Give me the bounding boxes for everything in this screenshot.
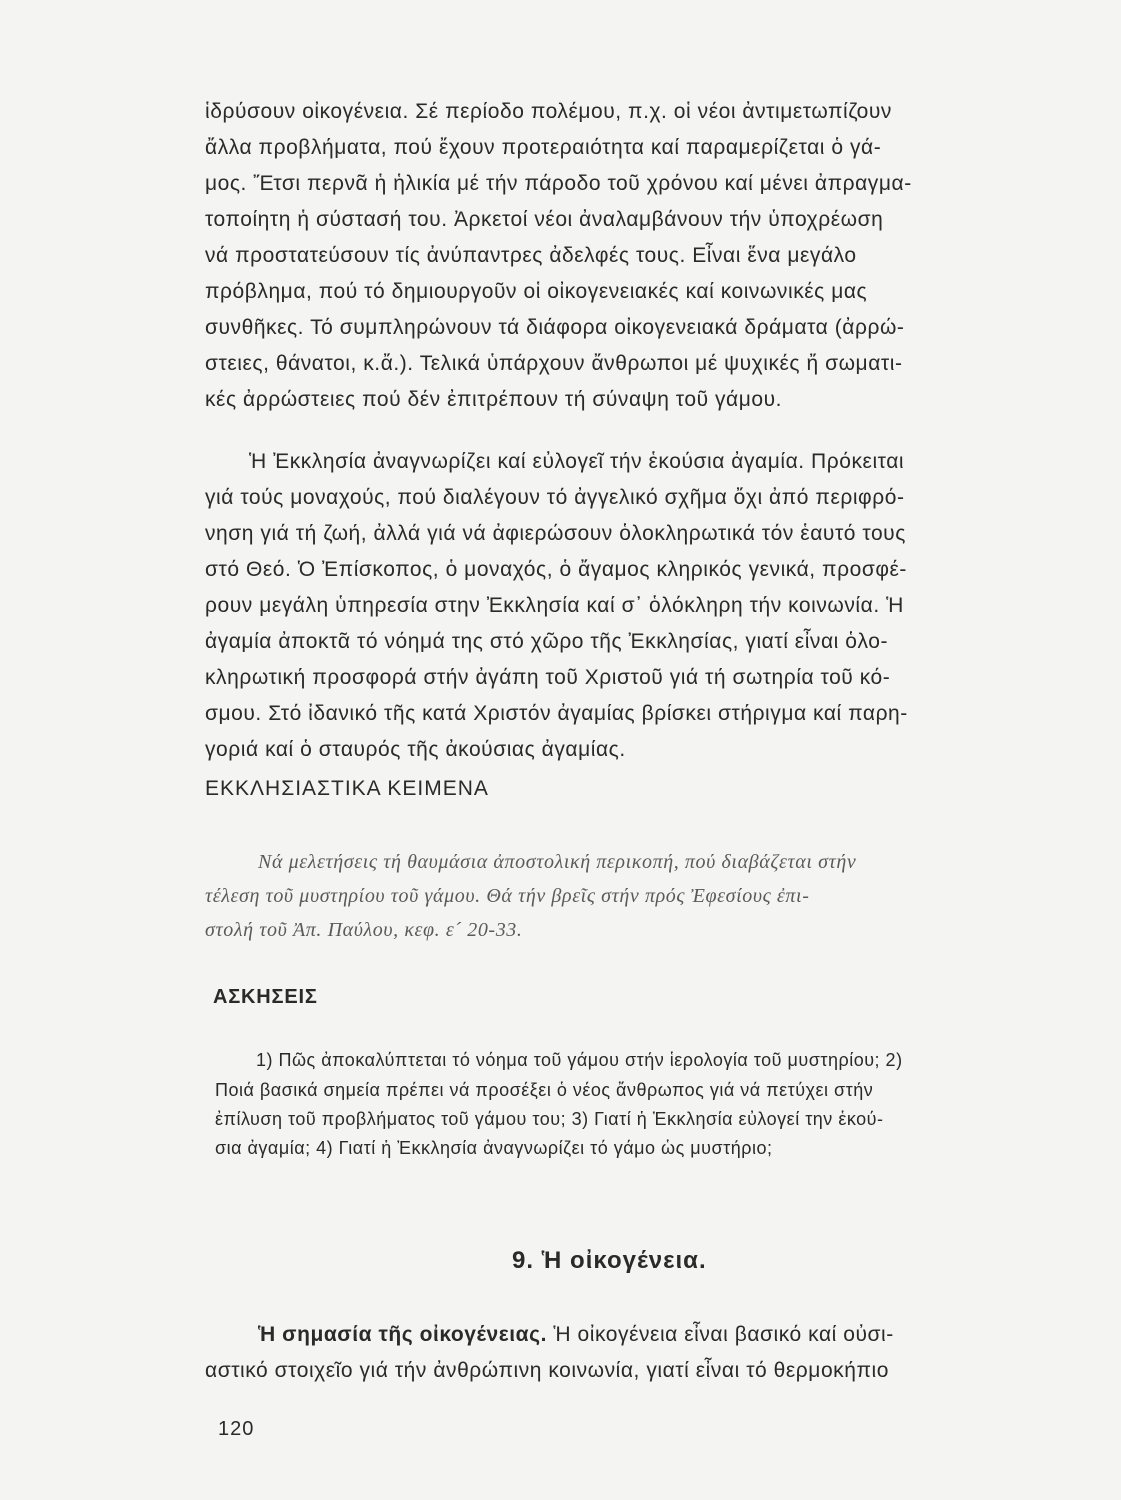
exercise-line: σια ἀγαμία; 4) Γιατί ἡ Ἐκκλησία ἀναγνωρίζει τό γάμο ὡς μυστήριο; [215,1138,773,1158]
page-number: 120 [218,1418,255,1440]
text-line: γοριά καί ὁ σταυρός τῆς ἀκούσιας ἀγαμίας. [205,738,626,761]
text-line: μος. Ἔτσι περνᾶ ἡ ἡλικία μέ τήν πάροδο τοῦ χρόνου καί μένει ἀπραγμα- [205,172,912,195]
subsection-first-line [258,1321,894,1349]
exercise-line: 1) Πῶς ἀποκαλύπτεται τό νόημα τοῦ γάμου στήν ἱερολογία τοῦ μυστηρίου; 2) [256,1050,903,1070]
text-line: γιά τούς μοναχούς, πού διαλέγουν τό ἀγγελικό σχῆμα ὄχι ἀπό περιφρό- [205,486,905,509]
exercise-line: Ποιά βασικά σημεία πρέπει νά προσέξει ὁ νέος ἄνθρωπος γιά νά πετύχει στήν [215,1080,874,1100]
text-line: Ἡ Ἐκκλησία ἀναγνωρίζει καί εὐλογεῖ τήν ἑκούσια ἀγαμία. Πρόκειται [249,450,905,473]
text-line: ἄλλα προβλήματα, πού ἔχουν προτεραιότητα καί παραμερίζεται ὁ γά- [205,136,882,159]
section-heading: ΕΚΚΛΗΣΙΑΣΤΙΚΑ ΚΕΙΜΕΝΑ [205,777,489,800]
text-line: νηση γιά τή ζωή, ἀλλά γιά νά ἀφιερώσουν ὁλοκληρωτικά τόν ἑαυτό τους [205,522,906,545]
subsection-title: Ἡ σημασία τῆς οἰκογένειας. [258,1323,548,1346]
exercises-heading: ΑΣΚΗΣΕΙΣ [213,986,318,1008]
chapter-title: 9. Ἡ οἰκογένεια. [512,1247,707,1274]
text-line: τοποίητη ἡ σύστασή του. Ἀρκετοί νέοι ἀναλαμβάνουν τήν ὑποχρέωση [205,208,884,231]
exercise-line: ἐπίλυση τοῦ προβλήματος τοῦ γάμου του; 3) Γιατί ἡ Ἐκκλησία εὐλογεί την ἑκού- [215,1109,884,1129]
subsection-text: Ἡ οἰκογένεια εἶναι βασικό καί οὐσι- [547,1323,894,1346]
text-line: συνθῆκες. Τό συμπληρώνουν τά διάφορα οἰκογενειακά δράματα (ἀρρώ- [205,316,905,339]
text-line: στό Θεό. Ὁ Ἐπίσκοπος, ὁ μοναχός, ὁ ἄγαμος κληρικός γενικά, προσφέ- [205,558,907,581]
subsection-second-line: αστικό στοιχεῖο γιά τήν ἀνθρώπινη κοινωνία, γιατί εἶναι τό θερμοκήπιο [205,1359,889,1382]
text-line: στειες, θάνατοι, κ.ἄ.). Τελικά ὑπάρχουν ἄνθρωποι μέ ψυχικές ἤ σωματι- [205,352,903,375]
text-line: κές ἀρρώστειες πού δέν ἐπιτρέπουν τή σύναψη τοῦ γάμου. [205,388,783,411]
text-line: σμου. Στό ἰδανικό τῆς κατά Χριστόν ἀγαμίας βρίσκει στήριγμα καί παρη- [205,702,908,725]
reading-line: τέλεση τοῦ μυστηρίου τοῦ γάμου. Θά τήν βρεῖς στήν πρός Ἐφεσίους ἐπι- [205,885,810,907]
reading-line: στολή τοῦ Ἀπ. Παύλου, κεφ. ε´ 20-33. [205,919,523,941]
text-line: ἱδρύσουν οἰκογένεια. Σέ περίοδο πολέμου, π.χ. οἱ νέοι ἀντιμετωπίζουν [205,100,892,123]
text-line: νά προστατεύσουν τίς ἀνύπαντρες ἀδελφές τους. Εἶναι ἕνα μεγάλο [205,244,857,267]
text-line: ἀγαμία ἀποκτᾶ τό νόημά της στό χῶρο τῆς Ἐκκλησίας, γιατί εἶναι ὁλο- [205,630,888,653]
text-line: πρόβλημα, πού τό δημιουργοῦν οἱ οἰκογενειακές καί κοινωνικές μας [205,280,868,303]
text-line: ρουν μεγάλη ὑπηρεσία στην Ἐκκλησία καί σ᾿ ὁλόκληρη τήν κοινωνία. Ἡ [205,594,904,617]
text-line: κληρωτική προσφορά στήν ἀγάπη τοῦ Χριστοῦ γιά τή σωτηρία τοῦ κό- [205,666,891,689]
reading-line: Νά μελετήσεις τή θαυμάσια ἀποστολική περικοπή, πού διαβάζεται στήν [258,851,857,873]
